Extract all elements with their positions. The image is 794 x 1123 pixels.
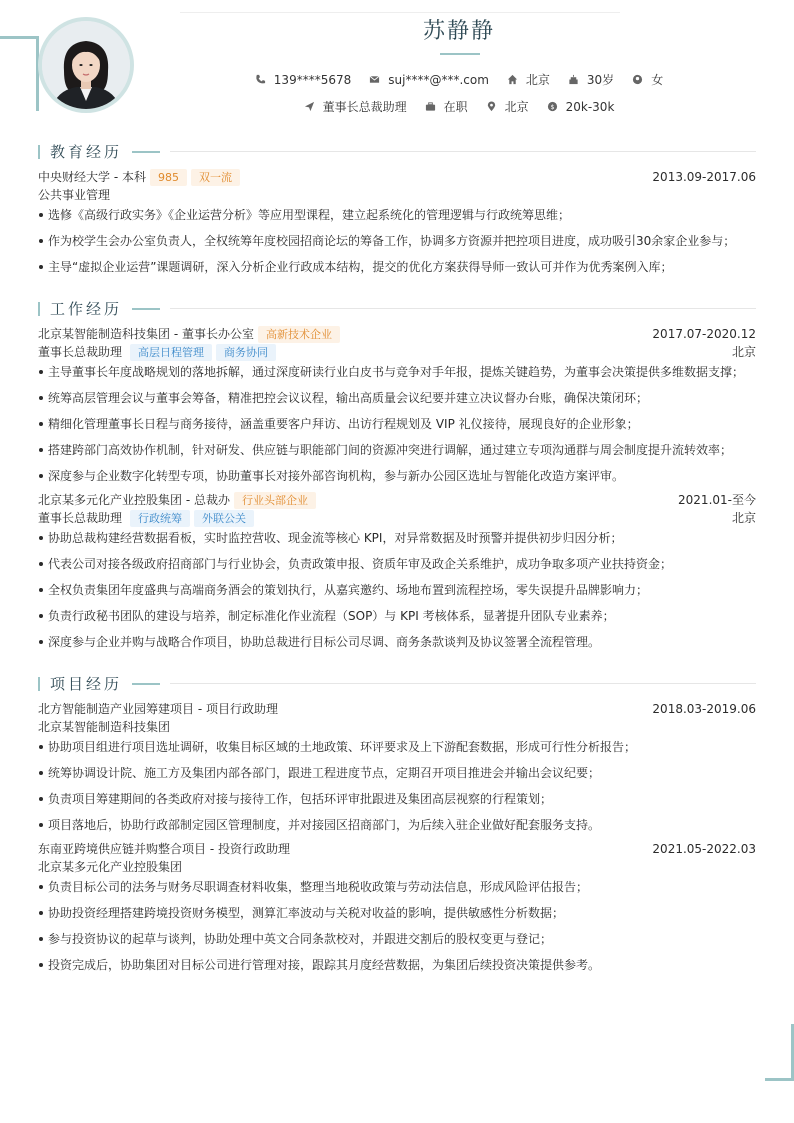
project-title: 东南亚跨境供应链并购整合项目 - 投资行政助理 — [38, 842, 290, 856]
education-tag: 985 — [150, 169, 187, 186]
list-item: 主导“虚拟企业运营”课题调研，深入分析企业行政成本结构，提交的优化方案获得导师一致认可并作为优秀案例入库； — [38, 258, 756, 276]
target-position-text: 董事长总裁助理 — [322, 100, 407, 114]
work-header-row — [38, 325, 756, 343]
list-item: 负责项目筹建期间的各类政府对接与接待工作，包括环评审批跟进及集团高层视察的行程策划； — [38, 790, 756, 808]
list-item: 协助项目组进行项目选址调研，收集目标区域的土地政策、环评要求及上下游配套数据，形成可行性分析报告； — [38, 738, 756, 756]
name-underline — [440, 53, 480, 55]
top-divider — [180, 12, 620, 13]
education-section-title — [38, 141, 756, 162]
list-item: 主导董事长年度战略规划的落地拆解，通过深度研读行业白皮书与竞争对手年报，提炼关键趋势，为董事会决策提供多维数据支撑； — [38, 363, 756, 381]
education-major: 公共事业管理 — [38, 188, 111, 202]
work-period: 2017.07-2020.12 — [652, 327, 756, 341]
work-heading: 工作经历 — [50, 300, 123, 318]
coin-icon — [547, 101, 558, 112]
project-org: 北京某智能制造科技集团 — [38, 720, 171, 734]
salary-item — [547, 98, 615, 115]
location-pin-icon — [486, 101, 497, 112]
list-item: 统筹高层管理会议与董事会筹备，精准把控会议议程，输出高质量会议纪要并建立决议督办台账，确保决策闭环； — [38, 389, 756, 407]
target-city-item — [486, 98, 529, 115]
work-period: 2021.01-至今 — [678, 493, 756, 507]
home-icon — [507, 74, 518, 85]
company-tag: 行业头部企业 — [234, 492, 316, 509]
list-item: 全权负责集团年度盛典与高端商务酒会的策划执行，从嘉宾邀约、场地布置到流程控场，零失误提升品牌影响力； — [38, 581, 756, 599]
project-period: 2021.05-2022.03 — [652, 842, 756, 856]
list-item: 参与投资协议的起草与谈判，协助处理中英文合同条款校对，并跟进交割后的股权变更与登记； — [38, 930, 756, 948]
cake-icon — [568, 74, 579, 85]
candidate-name: 苏静静 — [422, 19, 495, 44]
list-item: 搭建跨部门高效协作机制，针对研发、供应链与职能部门间的资源冲突进行调解，通过建立专项沟通群与周会制度提升流转效率； — [38, 441, 756, 459]
age-item — [568, 71, 614, 88]
project-heading: 项目经历 — [50, 675, 123, 693]
work-role-row — [38, 509, 756, 527]
list-item: 作为校学生会办公室负责人，全权统筹年度校园招商论坛的筹备工作，协调多方资源并把控项目进度，成功吸引30余家企业参与； — [38, 232, 756, 250]
list-item: 负责行政秘书团队的建设与培养，制定标准化作业流程（SOP）与 KPI 考核体系，显著提升团队专业素养； — [38, 607, 756, 625]
education-heading: 教育经历 — [50, 143, 123, 161]
gender-text: 女 — [651, 73, 664, 87]
send-icon — [304, 101, 315, 112]
list-item: 深度参与企业并购与战略合作项目，协助总裁进行目标公司尽调、商务条款谈判及协议签署全流程管理。 — [38, 633, 756, 651]
list-item: 代表公司对接各级政府招商部门与行业协会，负责政策申报、资质年审及政企关系维护，成功争取多项产业扶持资金； — [38, 555, 756, 573]
gender-icon — [632, 74, 643, 85]
project-section-title — [38, 673, 756, 694]
home-city-item — [507, 71, 550, 88]
list-item: 深度参与企业数字化转型专项，协助董事长对接外部咨询机构，参与新办公园区选址与智能化改造方案评审。 — [38, 467, 756, 485]
svg-text:$: $ — [550, 102, 555, 111]
target-position-item — [304, 98, 407, 115]
phone-text: 139****5678 — [273, 72, 352, 87]
list-item: 项目落地后，协助行政部制定园区管理制度，并对接园区招商部门，为后续入驻企业做好配套服务支持。 — [38, 816, 756, 834]
work-role: 董事长总裁助理 — [38, 345, 123, 359]
phone-icon — [255, 74, 266, 85]
status-text: 在职 — [443, 100, 468, 114]
list-item: 投资完成后，协助集团对目标公司进行管理对接，跟踪其月度经营数据，为集团后续投资决策提供参考。 — [38, 956, 756, 974]
company-tag: 高新技术企业 — [258, 326, 340, 343]
email-text: suj****@***.com — [388, 72, 489, 87]
list-item: 协助投资经理搭建跨境投资财务模型，测算汇率波动与关税对收益的影响，提供敏感性分析数据； — [38, 904, 756, 922]
work-header-row — [38, 491, 756, 509]
list-item: 统筹协调设计院、施工方及集团内部各部门，跟进工程进度节点，定期召开项目推进会并输出会议纪要； — [38, 764, 756, 782]
role-tag: 商务协同 — [216, 344, 276, 361]
status-item — [425, 98, 468, 115]
education-header-row — [38, 168, 756, 186]
list-item: 选修《高级行政实务》《企业运营分析》等应用型课程，建立起系统化的管理逻辑与行政统筹思维； — [38, 206, 756, 224]
gender-item — [632, 71, 663, 88]
corner-decoration-bottom-right — [765, 1024, 794, 1081]
email-item — [369, 71, 489, 88]
list-item: 协助总裁构建经营数据看板，实时监控营收、现金流等核心 KPI，对异常数据及时预警并提供初步归因分析； — [38, 529, 756, 547]
project-header-row — [38, 840, 756, 858]
education-school: 中央财经大学 - 本科 — [38, 170, 146, 184]
role-tag: 外联公关 — [194, 510, 254, 527]
list-item: 负责目标公司的法务与财务尽职调查材料收集，整理当地税收政策与劳动法信息，形成风险评估报告； — [38, 878, 756, 896]
list-item: 精细化管理董事长日程与商务接待，涵盖重要客户拜访、出访行程规划及 VIP 礼仪接待，展现良好的企业形象； — [38, 415, 756, 433]
project-header-row — [38, 700, 756, 718]
education-tag: 双一流 — [191, 169, 240, 186]
work-company: 北京某多元化产业控股集团 - 总裁办 — [38, 493, 230, 507]
work-city: 北京 — [731, 511, 756, 525]
contact-row — [0, 71, 794, 88]
work-role-row — [38, 343, 756, 361]
role-tag: 行政统筹 — [130, 510, 190, 527]
project-period: 2018.03-2019.06 — [652, 702, 756, 716]
home-city-text: 北京 — [525, 73, 550, 87]
salary-text: 20k-30k — [565, 99, 615, 114]
briefcase-icon — [425, 101, 436, 112]
phone-item — [255, 71, 351, 88]
work-section-title — [38, 298, 756, 319]
project-title: 北方智能制造产业园筹建项目 - 项目行政助理 — [38, 702, 278, 716]
work-company: 北京某智能制造科技集团 - 董事长办公室 — [38, 327, 254, 341]
target-city-text: 北京 — [504, 100, 529, 114]
project-org: 北京某多元化产业控股集团 — [38, 860, 183, 874]
job-intent-row — [0, 98, 794, 115]
age-text: 30岁 — [586, 73, 615, 87]
work-role: 董事长总裁助理 — [38, 511, 123, 525]
work-city: 北京 — [731, 345, 756, 359]
education-period: 2013.09-2017.06 — [652, 170, 756, 184]
mail-icon — [369, 74, 380, 85]
role-tag: 高层日程管理 — [130, 344, 212, 361]
